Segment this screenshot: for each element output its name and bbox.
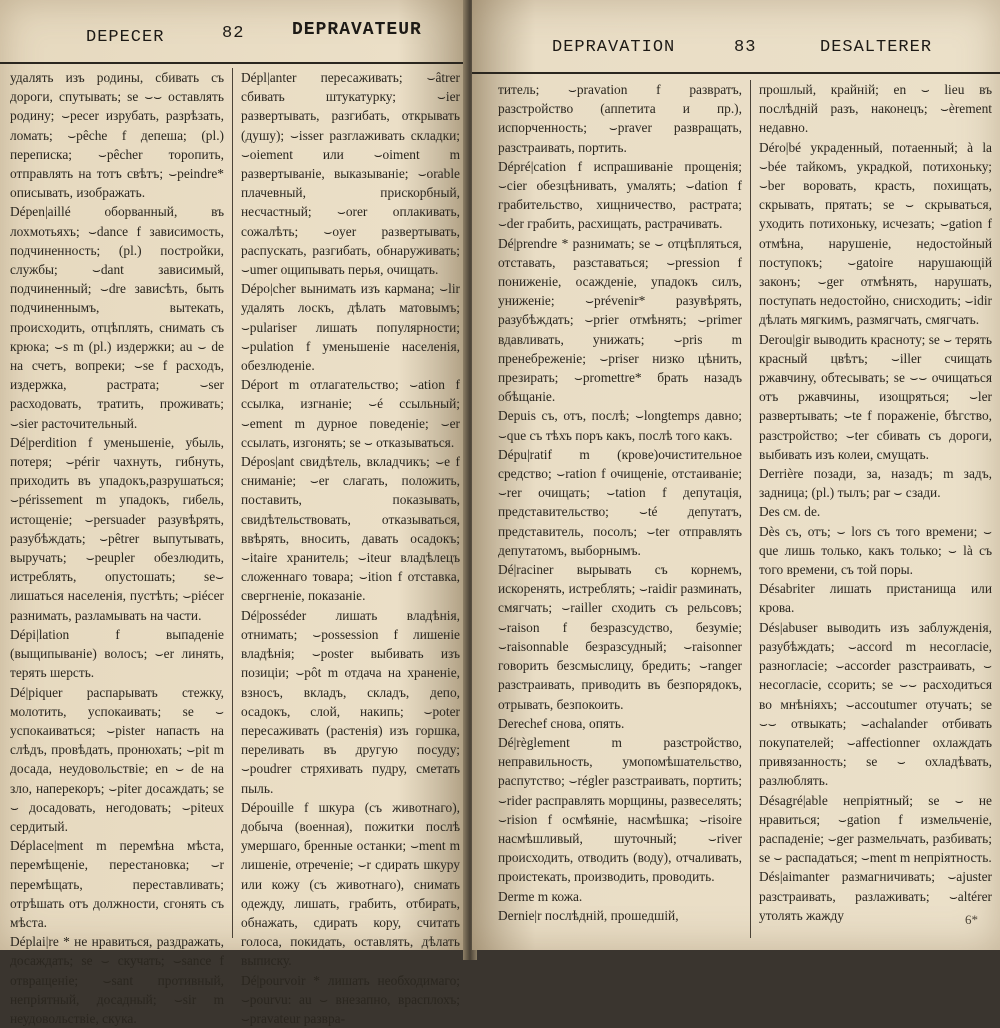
- dictionary-entry: Dernie|r послѣдній, прошедшій,: [498, 907, 679, 923]
- dictionary-entry: Dès съ, отъ; ⌣ lors съ того времени; ⌣ que лишь только, какъ только; ⌣ là съ того времени, съ той поры.: [759, 523, 996, 578]
- dictionary-entry: Derechef снова, опять.: [498, 715, 625, 731]
- dictionary-entry: Dés|aimanter размагничивать; ⌣ajuster разстраивать, разлаживать; ⌣altérer утолять жажду: [759, 869, 996, 923]
- right-columns: [472, 80, 1000, 938]
- right-page-number: 83: [734, 38, 757, 57]
- dictionary-entry: Dépl|anter пересаживать; ⌣âtrer сбивать штукатурку; ⌣ier развертывать, разгибать, открывать (душу); ⌣isser разглаживать складки; ⌣oiement или ⌣oiment m развертываніе, выказываніе; ⌣orable плачевный, прискорбный, несчастный; ⌣orer оплакивать, сожалѣть; ⌣oyer развертывать, распускать, разгибать, обнаруживать; ⌣umer ощипывать перья, очищать.: [241, 70, 464, 278]
- dictionary-entry: Désagré|able непріятный; se ⌣ не нравиться; ⌣gation f измельченіе, распаденіе; ⌣ger размельчать, разбивать; se ⌣ распадаться; ⌣ment m непріятность.: [759, 792, 996, 866]
- dictionary-entry: Dé|perdition f уменьшеніе, убыль, потеря; ⌣périr чахнуть, гибнуть, приходить въ упадокъ,разрушаться; ⌣périssement m упадокъ, гибель, истощеніе; ⌣persuader разувѣрять, разубѣждать; ⌣pêtrer выпутывать, выручать; ⌣peupler обезлюдить, истреблять, опустошать; se⌣ лишаться населенія, пустѣть; ⌣piécer разнимать, разламывать на части.: [10, 434, 228, 623]
- right-page: [472, 0, 1000, 950]
- dictionary-entry: Derou|gir выводить краснoту; se ⌣ терять красный цвѣтъ; ⌣iller счищать ржавчину, обтесывать; se ⌣⌣ очищаться отъ ржавчины, изощряться; ⌣ler развертывать; ⌣te f пораженіе, бѣгство, разстройство; ⌣ter сбивать съ дороги, выбивать изъ колеи, смущать.: [759, 331, 996, 462]
- dictionary-entry: Dépi|lation f выпаденіе (выщипываніе) волосъ; ⌣er линять, терять шерсть.: [10, 626, 228, 681]
- dictionary-entry: Derme m кожа.: [498, 888, 583, 904]
- left-running-head: [0, 20, 468, 54]
- dictionary-entry: удалять изъ родины, сбивать съ дороги, спутывать; se ⌣⌣ оставлять родину; ⌣pecer изрубать, разрѣзать, ломать; ⌣pêche f депеша; (pl.) переписка; ⌣pêcher торопить, отправлять на тотъ свѣтъ; ⌣peindre* описывать, изображать.: [10, 70, 228, 201]
- dictionary-entry: Depuis съ, отъ, послѣ; ⌣longtemps давно; ⌣que съ тѣхъ поръ какъ, послѣ того какъ.: [498, 408, 746, 443]
- left-header-rule: [0, 62, 468, 64]
- left-guide-word-first: DEPECER: [86, 28, 165, 47]
- signature-mark: 6*: [965, 912, 978, 927]
- dictionary-entry: Derrière позади, за, назадъ; m задъ, задница; (pl.) тылъ; par ⌣ сзади.: [759, 466, 996, 501]
- right-running-head: [472, 20, 1000, 57]
- right-column-1: [472, 80, 750, 938]
- dictionary-entry: Désabriter лишать пристанища или крова.: [759, 581, 996, 616]
- right-guide-word-first: DEPRAVATION: [552, 38, 676, 57]
- dictionary-entry: Déplai|re * не нравиться, раздражать, досаждать; se ⌣ скучать; ⌣sance f отвращеніе; ⌣sant противный, непріятный, досадный; ⌣sir m неудовольствіе, скука.: [10, 934, 228, 1026]
- dictionary-entry: Dépu|ratif m (кровe)очистительное средство; ⌣ration f очищеніе, отстаиваніе; ⌣rer очищать; ⌣tation f депутація, представительство; ⌣té депутатъ, представитель, посолъ; ⌣ter отправлять депутатомъ, выборнымъ.: [498, 446, 746, 558]
- dictionary-entry: Dé|posséder лишать владѣнія, отнимать; ⌣possession f лишеніе владѣнія; ⌣poster выбивать изъ позиціи; ⌣pôt m отдача на храненіе, взносъ, вкладъ, складъ, депо, осадокъ, слой, накипь; ⌣poter пересаживать (растенія) изъ горшка, переливать въ другую посуду; ⌣poudrer стряхивать пудру, сметать пыль.: [241, 607, 464, 796]
- dictionary-entry: Dé|prendre * разнимать; se ⌣ отцѣпляться, отставать, разставаться; ⌣pression f пониженіе, осажденіе, упадокъ силъ, униженіе; ⌣prévenir* разувѣрять, разубѣждать; ⌣prier отмѣнять; ⌣primer вдавливать, унижать; ⌣pris m пренебреженіе; ⌣priser низко цѣнить, презирать; ⌣promettre* брать назадъ обѣщаніе.: [498, 235, 746, 405]
- dictionary-entry: Dé|raciner вырывать съ корнемъ, искоренять, истреблять; ⌣raidir разминать, смягчать; ⌣railler сходить съ рельсовъ; ⌣raison f безразсудство, безуміе; ⌣raisonnable безразсудный; ⌣raisonner говорить безсмыслицу, бредить; ⌣ranger разстраивать, приводить въ безпорядокъ, отрывать, безпокоить.: [498, 562, 746, 712]
- left-guide-word-last: DEPRAVATEUR: [292, 20, 422, 40]
- dictionary-entry: Dépré|cation f испрашиваніе прощенія; ⌣cier обезцѣнивать, умалять; ⌣dation f грабительство, хищничество, растрата; ⌣der грабить, расхищать, растрачивать.: [498, 158, 746, 232]
- dictionary-entry: Dés|abuser выводить изъ заблужденія, разубѣждать; ⌣accord m несогласіе, разногласіе; ⌣accorder разстраивать, ⌣ несогласіе, ссорить; se ⌣⌣ расходиться во мнѣніяхъ; ⌣accoutumer отучать; se ⌣⌣ отвыкать; ⌣achalander отбивать покупателей; ⌣affectionner охлаждать привязанность; se ⌣ охладѣвать, разлюблять.: [759, 619, 996, 789]
- dictionary-entry: Dépo|cher вынимать изъ кармана; ⌣lir удалять лоскъ, дѣлать матовымъ; ⌣pulariser лишать популярности; ⌣pulation f уменьшеніе населенія, обезлюденіе.: [241, 281, 464, 374]
- dictionary-entry: Dépouille f шкура (съ животнаго), добыча (военная), пожитки послѣ умершаго, бренные останки; ⌣ment m лишеніе, отреченіе; ⌣r сдирать шкуру или кожу (съ животнаго), снимать одежду, лишать, грабить, отбирать, обнажать, сдирать кору, считать голоса, покидать, оставлять, дѣлать выписку.: [241, 799, 464, 969]
- dictionary-entry: Dé|pourvoir * лишать необходимаго; ⌣pourvu: au ⌣ внезапно, врасплохъ; ⌣pravateur развра-: [241, 972, 464, 1026]
- left-column-2: [232, 68, 468, 1026]
- dictionary-entry: Déplace|ment m перемѣна мѣста, перемѣщеніе, перестановка; ⌣r перемѣщать, переставливать; отрѣшать отъ должности, сгонять съ мѣста.: [10, 838, 228, 930]
- left-page: [0, 0, 468, 1026]
- dictionary-entry: Dé|règlement m разстройство, неправильность, умопомѣшательство, распутство; ⌣régler разстраивать, портить; ⌣rider расправлять морщины, развеселять; ⌣rision f осмѣяніе, насмѣшка; ⌣risoire насмѣшливый, шуточный; ⌣river происходить, отводить (воду), отчаливать, проистекать, производить, проводить.: [498, 734, 746, 885]
- right-header-rule: [472, 72, 1000, 74]
- left-column-1: [0, 68, 232, 1026]
- left-page-number: 82: [222, 24, 245, 43]
- right-column-2: [750, 80, 1000, 938]
- left-columns: [0, 68, 468, 1026]
- dictionary-entry: Dé|piquer распарывать стежку, молотить, успокаивать; se ⌣ успокаиваться; ⌣pister напасть на слѣдъ, провѣдать, пронюхать; ⌣pit m досада, неудовольствіе; en ⌣ de на зло, наперекоръ; ⌣piter досаждать; se ⌣ досадовать, негодовать; ⌣piteux сердитый.: [10, 684, 228, 834]
- dictionary-entry: Déro|bé украденный, потаенный; à la ⌣bée тайкомъ, украдкой, потихоньку; ⌣ber воровать, красть, похищать, скрывать, прятать; se ⌣ скрываться, уходить потихоньку, исчезать; ⌣gation f отмѣна, нарушеніе, недостойный поступокъ; ⌣gatoire нарушающій законъ; ⌣ger отмѣнять, нарушать, поступать недостойно, снисходить; ⌣idir дѣлать мягкимъ, размягчать, смягчать.: [759, 139, 996, 328]
- dictionary-entry: прошлый, крайній; en ⌣ lieu въ послѣдній разъ, наконецъ; ⌣èrement недавно.: [759, 82, 996, 136]
- dictionary-entry: титель; ⌣pravation f развратъ, разстройство (аппетита и пр.), испорченность; ⌣praver развращать, разстраивать, портить.: [498, 82, 746, 155]
- dictionary-entry: Des см. de.: [759, 504, 821, 520]
- dictionary-entry: Déport m отлагательство; ⌣ation f ссылка, изгнаніе; ⌣é ссыльный; ⌣ement m дурное поведеніе; ⌣er ссылать, изгонять; se ⌣ отказываться.: [241, 377, 464, 450]
- dictionary-entry: Dépos|ant свидѣтель, вкладчикъ; ⌣e f сниманіе; ⌣er слагать, положить, поставить, показывать, свидѣтельствовать, отказываться, ввѣрять, вносить, давать осадокъ; ⌣itaire хранитель; ⌣iteur владѣлецъ сложеннаго товара; ⌣ition f отставка, свергненіе, показаніе.: [241, 454, 464, 604]
- right-guide-word-last: DESALTERER: [820, 38, 933, 57]
- dictionary-entry: Dépen|aillé оборванный, въ лохмотьяхъ; ⌣dance f зависимость, подчиненность; (pl.) постройки, службы; ⌣dant зависимый, подчиненный; ⌣dre зависѣть, быть подчиненнымъ, вытекать, происходить, отцѣплять, снимать съ крюка; ⌣s m (pl.) издержки; au ⌣ de на счетъ, вопреки; ⌣se f расходъ, издержка, растрата; ⌣ser расходовать, тратить, проживать; ⌣sier расточительный.: [10, 204, 228, 431]
